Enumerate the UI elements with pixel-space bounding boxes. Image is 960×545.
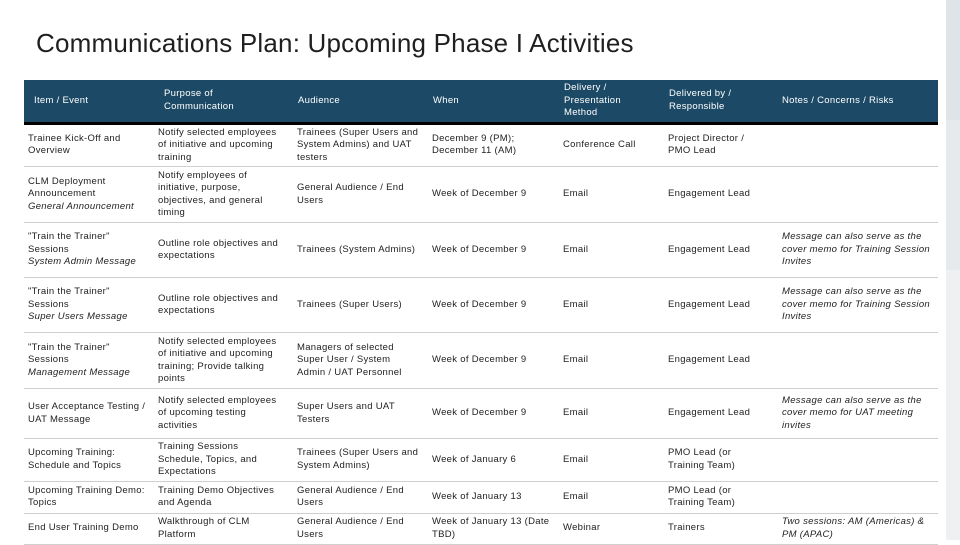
- item-name: User Acceptance Testing / UAT Message: [28, 401, 146, 425]
- table-row: [24, 167, 938, 223]
- item-cell: [24, 333, 154, 389]
- table-row: [24, 123, 938, 167]
- notes-cell: [772, 439, 938, 482]
- purpose-cell: Outline role objectives and expectations: [154, 223, 288, 278]
- purpose-cell: Notify selected employees of initiative and upcoming training; Provide talking points: [154, 333, 288, 389]
- item-cell: [24, 167, 154, 223]
- when-cell: Week of January 6: [423, 439, 554, 482]
- table-body: [24, 123, 938, 544]
- audience-cell: Managers of selected Super User / System Admin / UAT Personnel: [288, 333, 423, 389]
- notes-cell: Message can also serve as the cover memo for Training Session Invites: [772, 223, 938, 278]
- item-cell: [24, 513, 154, 544]
- table-row: [24, 439, 938, 482]
- table-row: [24, 513, 938, 544]
- audience-cell: Trainees (Super Users and System Admins) and UAT testers: [288, 123, 423, 167]
- method-cell: Email: [554, 389, 659, 439]
- responsible-cell: Project Director / PMO Lead: [659, 123, 772, 167]
- when-cell: Week of January 13: [423, 481, 554, 513]
- responsible-cell: Engagement Lead: [659, 333, 772, 389]
- responsible-cell: Engagement Lead: [659, 389, 772, 439]
- purpose-cell: Notify selected employees of initiative and upcoming training: [154, 123, 288, 167]
- item-name: Upcoming Training: Schedule and Topics: [28, 447, 122, 471]
- decorative-side-bar-segment: [946, 120, 960, 270]
- item-name: CLM Deployment Announcement: [28, 175, 106, 200]
- purpose-cell: Training Demo Objectives and Agenda: [154, 481, 288, 513]
- when-cell: Week of December 9: [423, 333, 554, 389]
- table-row: [24, 333, 938, 389]
- table-header-row: [24, 80, 938, 123]
- responsible-cell: Engagement Lead: [659, 278, 772, 333]
- item-cell: [24, 278, 154, 333]
- item-subtitle: General Announcement: [28, 200, 134, 212]
- table-row: [24, 278, 938, 333]
- page-title: Communications Plan: Upcoming Phase I Activities: [36, 28, 634, 58]
- method-cell: Conference Call: [554, 123, 659, 167]
- item-subtitle: System Admin Message: [28, 256, 137, 268]
- responsible-cell: Trainers: [659, 513, 772, 544]
- header-responsible: Delivered by / Responsible: [659, 80, 772, 123]
- method-cell: Email: [554, 223, 659, 278]
- header-notes: Notes / Concerns / Risks: [772, 80, 938, 123]
- audience-cell: Super Users and UAT Testers: [288, 389, 423, 439]
- item-name: "Train the Trainer" Sessions: [28, 341, 110, 366]
- audience-cell: General Audience / End Users: [288, 513, 423, 544]
- purpose-cell: Training Sessions Schedule, Topics, and Expectations: [154, 439, 288, 482]
- notes-cell: Message can also serve as the cover memo for UAT meeting invites: [772, 389, 938, 439]
- method-cell: Email: [554, 481, 659, 513]
- when-cell: Week of December 9: [423, 223, 554, 278]
- method-cell: Webinar: [554, 513, 659, 544]
- audience-cell: General Audience / End Users: [288, 167, 423, 223]
- header-audience: Audience: [288, 80, 423, 123]
- when-cell: Week of December 9: [423, 278, 554, 333]
- responsible-cell: PMO Lead (or Training Team): [659, 481, 772, 513]
- item-subtitle: Super Users Message: [28, 311, 128, 323]
- audience-cell: Trainees (System Admins): [288, 223, 423, 278]
- purpose-cell: Notify selected employees of upcoming testing activities: [154, 389, 288, 439]
- notes-cell: Message can also serve as the cover memo for Training Session Invites: [772, 278, 938, 333]
- when-cell: December 9 (PM); December 11 (AM): [423, 123, 554, 167]
- when-cell: Week of December 9: [423, 389, 554, 439]
- item-name: "Train the Trainer" Sessions: [28, 231, 110, 255]
- method-cell: Email: [554, 439, 659, 482]
- item-name: Upcoming Training Demo: Topics: [28, 484, 145, 508]
- notes-cell: [772, 123, 938, 167]
- item-name: "Train the Trainer" Sessions: [28, 286, 110, 310]
- item-subtitle: Management Message: [28, 366, 131, 378]
- header-delivery-method: Delivery / Presentation Method: [554, 80, 659, 123]
- when-cell: Week of January 13 (Date TBD): [423, 513, 554, 544]
- decorative-side-bar-segment: [946, 270, 960, 540]
- method-cell: Email: [554, 333, 659, 389]
- audience-cell: General Audience / End Users: [288, 481, 423, 513]
- header-item-event: Item / Event: [24, 80, 154, 123]
- purpose-cell: Walkthrough of CLM Platform: [154, 513, 288, 544]
- item-cell: [24, 389, 154, 439]
- item-cell: [24, 439, 154, 482]
- method-cell: Email: [554, 278, 659, 333]
- table-row: [24, 481, 938, 513]
- item-cell: [24, 481, 154, 513]
- method-cell: Email: [554, 167, 659, 223]
- audience-cell: Trainees (Super Users): [288, 278, 423, 333]
- decorative-side-bar-segment: [946, 0, 960, 120]
- responsible-cell: Engagement Lead: [659, 223, 772, 278]
- notes-cell: Two sessions: AM (Americas) & PM (APAC): [772, 513, 938, 544]
- decorative-side-bar: [946, 0, 960, 540]
- item-name: End User Training Demo: [28, 522, 139, 534]
- audience-cell: Trainees (Super Users and System Admins): [288, 439, 423, 482]
- item-name: Trainee Kick-Off and Overview: [28, 132, 121, 157]
- table-row: [24, 223, 938, 278]
- when-cell: Week of December 9: [423, 167, 554, 223]
- item-cell: [24, 123, 154, 167]
- header-purpose: Purpose of Communication: [154, 80, 288, 123]
- notes-cell: [772, 167, 938, 223]
- purpose-cell: Outline role objectives and expectations: [154, 278, 288, 333]
- responsible-cell: Engagement Lead: [659, 167, 772, 223]
- responsible-cell: PMO Lead (or Training Team): [659, 439, 772, 482]
- notes-cell: [772, 333, 938, 389]
- header-when: When: [423, 80, 554, 123]
- communications-plan-table: [24, 80, 938, 545]
- item-cell: [24, 223, 154, 278]
- notes-cell: [772, 481, 938, 513]
- purpose-cell: Notify employees of initiative, purpose, objectives, and general timing: [154, 167, 288, 223]
- table-row: [24, 389, 938, 439]
